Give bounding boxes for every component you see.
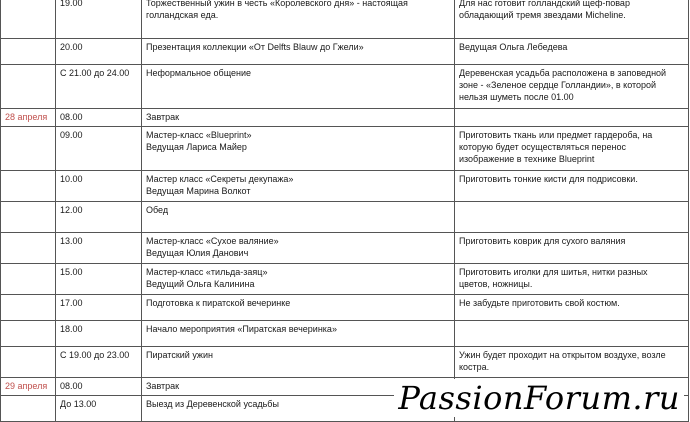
- date-cell: [1, 0, 56, 39]
- event-cell: [142, 347, 455, 378]
- note-cell: [455, 347, 689, 378]
- time-cell: 17.00: [56, 295, 142, 321]
- note-line: обладающий тремя звездами Micheline.: [459, 10, 626, 20]
- date-cell: [1, 65, 56, 109]
- time-cell: 18.00: [56, 321, 142, 347]
- event-line: Неформальное общение: [146, 68, 252, 78]
- time-cell: 10.00: [56, 171, 142, 202]
- event-cell: [142, 65, 455, 109]
- time-cell: 13.00: [56, 233, 142, 264]
- table-row: [1, 264, 689, 295]
- date-cell: [1, 295, 56, 321]
- note-line: Приготовить иголки для шитья, нитки разных: [459, 267, 648, 277]
- event-line: Ведущая Юлия Данович: [146, 248, 249, 258]
- table-row: [1, 127, 689, 171]
- event-line: Мастер-класс «тильда-заяц»: [146, 267, 268, 277]
- event-line: Презентация коллекции «От Delfts Blauw до Гжели»: [146, 42, 364, 52]
- date-cell: 29 апреля: [1, 378, 56, 396]
- event-line: Обед: [146, 205, 169, 215]
- time-cell: 19.00: [56, 0, 142, 39]
- date-cell: [1, 264, 56, 295]
- table-row: [1, 233, 689, 264]
- time-cell: 08.00: [56, 378, 142, 396]
- table-row: [1, 109, 689, 127]
- schedule-body: [1, 0, 689, 422]
- table-row: [1, 295, 689, 321]
- table-row: [1, 65, 689, 109]
- event-line: Мастер-класс «Blueprint»: [146, 130, 252, 140]
- event-line: голландская еда.: [146, 10, 219, 20]
- date-cell: [1, 202, 56, 233]
- event-line: Ведущая Марина Волкот: [146, 186, 251, 196]
- table-row: [1, 202, 689, 233]
- note-line: Приготовить тонкие кисти для подрисовки.: [459, 174, 638, 184]
- note-line: Не забудьте приготовить свой костюм.: [459, 298, 620, 308]
- note-line: Приготовить коврик для сухого валяния: [459, 236, 626, 246]
- note-line: Ужин будет проходит на открытом воздухе, возле: [459, 350, 666, 360]
- event-line: Ведущий Ольга Калинина: [146, 279, 255, 289]
- time-cell: 09.00: [56, 127, 142, 171]
- note-cell: [455, 39, 689, 65]
- time-cell: С 19.00 до 23.00: [56, 347, 142, 378]
- event-cell: [142, 127, 455, 171]
- event-line: Торжественный ужин в честь «Королевского дня» - настоящая: [146, 0, 408, 8]
- note-cell: [455, 321, 689, 347]
- table-row: [1, 39, 689, 65]
- event-line: Мастер класс «Секреты декупажа»: [146, 174, 294, 184]
- event-line: Мастер-класс «Сухое валяние»: [146, 236, 279, 246]
- note-line: Приготовить ткань или предмет гардероба, на: [459, 130, 653, 140]
- event-line: Пиратский ужин: [146, 350, 213, 360]
- event-cell: [142, 109, 455, 127]
- event-line: Завтрак: [146, 381, 180, 391]
- event-cell: [142, 171, 455, 202]
- watermark: PassionForum.ru: [394, 379, 684, 417]
- date-cell: [1, 171, 56, 202]
- note-line: Деревенская усадьба расположена в заповедной: [459, 68, 667, 78]
- date-cell: 28 апреля: [1, 109, 56, 127]
- note-cell: [455, 295, 689, 321]
- note-line: Ведущая Ольга Лебедева: [459, 42, 568, 52]
- date-cell: [1, 39, 56, 65]
- note-line: зоне - «Зеленое сердце Голландии», в которой: [459, 80, 657, 90]
- note-line: нельзя шуметь после 01.00: [459, 92, 574, 102]
- event-line: Начало мероприятия «Пиратская вечеринка»: [146, 324, 337, 334]
- note-line: Для нас готовит голландский щеф-повар: [459, 0, 630, 8]
- table-row: [1, 347, 689, 378]
- time-cell: 12.00: [56, 202, 142, 233]
- time-cell: До 13.00: [56, 396, 142, 422]
- note-line: костра.: [459, 362, 490, 372]
- date-cell: [1, 127, 56, 171]
- note-cell: [455, 202, 689, 233]
- event-cell: [142, 233, 455, 264]
- event-cell: [142, 39, 455, 65]
- time-cell: 08.00: [56, 109, 142, 127]
- note-cell: [455, 264, 689, 295]
- time-cell: С 21.00 до 24.00: [56, 65, 142, 109]
- note-cell: [455, 109, 689, 127]
- event-cell: [142, 321, 455, 347]
- event-cell: [142, 0, 455, 39]
- note-cell: [455, 65, 689, 109]
- time-cell: 20.00: [56, 39, 142, 65]
- event-line: Выезд из Деревенской усадьбы: [146, 399, 279, 409]
- event-cell: [142, 295, 455, 321]
- note-cell: [455, 171, 689, 202]
- date-cell: [1, 321, 56, 347]
- event-cell: [142, 264, 455, 295]
- time-cell: 15.00: [56, 264, 142, 295]
- event-line: Завтрак: [146, 112, 180, 122]
- note-line: цветов, ножницы.: [459, 279, 533, 289]
- table-row: [1, 171, 689, 202]
- date-cell: [1, 347, 56, 378]
- date-cell: [1, 233, 56, 264]
- table-row: [1, 0, 689, 39]
- note-line: изображение в технике Blueprint: [459, 154, 595, 164]
- event-line: Подготовка к пиратской вечеринке: [146, 298, 291, 308]
- note-cell: [455, 127, 689, 171]
- date-cell: [1, 396, 56, 422]
- note-cell: [455, 233, 689, 264]
- table-row: [1, 321, 689, 347]
- event-cell: [142, 202, 455, 233]
- note-line: которую будет осуществляться перенос: [459, 142, 626, 152]
- note-cell: [455, 0, 689, 39]
- event-line: Ведущая Лариса Майер: [146, 142, 247, 152]
